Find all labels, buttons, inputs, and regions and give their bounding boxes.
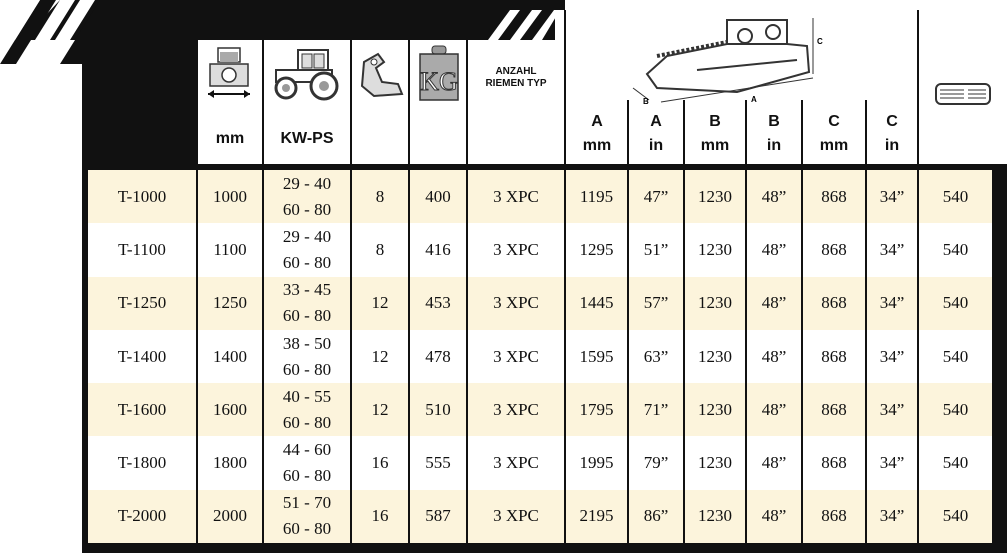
cell-ps: 60 - 80 <box>282 519 332 539</box>
cell-model: T-1800 <box>88 436 198 489</box>
header-riemen-typ: RIEMEN TYP <box>485 78 547 89</box>
hammer-blade-icon <box>354 48 406 100</box>
cell-mm: 1400 <box>198 330 264 383</box>
cell-c-in: 34” <box>867 383 919 436</box>
cell-c-mm: 868 <box>803 170 867 223</box>
weight-kg-icon <box>418 44 460 102</box>
cell-model: T-1250 <box>88 277 198 330</box>
table-row <box>88 383 1002 436</box>
cell-mm: 2000 <box>198 490 264 543</box>
cell-a-mm: 1195 <box>566 170 629 223</box>
header-separator <box>745 100 747 164</box>
header-kw-ps: KW-PS <box>280 130 334 147</box>
cell-kw-ps <box>264 277 352 330</box>
cell-model: T-2000 <box>88 490 198 543</box>
cell-mm: 1000 <box>198 170 264 223</box>
cell-kg: 400 <box>410 170 468 223</box>
cell-kw: 29 - 40 <box>282 226 332 246</box>
header-b-in: B in <box>766 113 782 154</box>
header-c-in: C in <box>884 113 900 154</box>
cell-a-mm: 1795 <box>566 383 629 436</box>
header-separator <box>801 100 803 164</box>
kg-text: KG <box>420 67 458 96</box>
cell-kw-ps <box>264 223 352 276</box>
cell-kw: 44 - 60 <box>282 440 332 460</box>
header-mm: mm <box>215 130 245 147</box>
cell-ps: 60 - 80 <box>282 466 332 486</box>
cell-kw: 29 - 40 <box>282 173 332 193</box>
cell-a-mm: 1595 <box>566 330 629 383</box>
cell-b-in: 48” <box>747 277 803 330</box>
table-row <box>88 436 1002 489</box>
diagram-label-b: B <box>643 97 649 104</box>
width-icon <box>206 46 252 98</box>
cell-a-mm: 1295 <box>566 223 629 276</box>
header-separator <box>917 10 919 164</box>
cell-b-mm: 1230 <box>685 436 747 489</box>
header-separator <box>564 10 566 164</box>
cell-model: T-1100 <box>88 223 198 276</box>
table-row <box>88 330 1002 383</box>
cell-c-mm: 868 <box>803 223 867 276</box>
cell-kw-ps <box>264 436 352 489</box>
cell-pto: 540 <box>919 490 992 543</box>
header-hammers <box>352 40 408 164</box>
cell-a-mm: 2195 <box>566 490 629 543</box>
cell-pto: 540 <box>919 436 992 489</box>
cell-c-mm: 868 <box>803 436 867 489</box>
cell-kg: 478 <box>410 330 468 383</box>
cell-b-in: 48” <box>747 330 803 383</box>
cell-kg: 510 <box>410 383 468 436</box>
cell-c-in: 34” <box>867 170 919 223</box>
cell-b-mm: 1230 <box>685 490 747 543</box>
pto-shaft-icon <box>934 82 994 106</box>
cell-hammers: 12 <box>352 277 410 330</box>
header-anzahl: ANZAHL <box>495 66 537 77</box>
cell-model: T-1400 <box>88 330 198 383</box>
header-weight <box>410 40 466 164</box>
tractor-icon <box>270 46 344 102</box>
cell-pto: 540 <box>919 383 992 436</box>
header-b-mm: B mm <box>700 113 730 154</box>
cell-b-in: 48” <box>747 436 803 489</box>
cell-belt: 3 XPC <box>468 277 566 330</box>
cell-a-mm: 1445 <box>566 277 629 330</box>
table-row <box>88 223 1002 276</box>
cell-kw-ps <box>264 170 352 223</box>
cell-ps: 60 - 80 <box>282 306 332 326</box>
cell-c-mm: 868 <box>803 490 867 543</box>
cell-c-in: 34” <box>867 223 919 276</box>
cell-mm: 1100 <box>198 223 264 276</box>
cell-belt: 3 XPC <box>468 223 566 276</box>
diagram-label-a: A <box>751 95 757 104</box>
cell-b-mm: 1230 <box>685 223 747 276</box>
cell-belt: 3 XPC <box>468 436 566 489</box>
cell-ps: 60 - 80 <box>282 199 332 219</box>
cell-belt: 3 XPC <box>468 383 566 436</box>
cell-b-in: 48” <box>747 490 803 543</box>
cell-b-mm: 1230 <box>685 383 747 436</box>
header-belts <box>468 40 564 164</box>
cell-ps: 60 - 80 <box>282 252 332 272</box>
cell-c-in: 34” <box>867 490 919 543</box>
cell-hammers: 8 <box>352 170 410 223</box>
cell-b-mm: 1230 <box>685 330 747 383</box>
cell-b-mm: 1230 <box>685 277 747 330</box>
spec-table <box>88 170 1002 543</box>
table-row <box>88 277 1002 330</box>
header-separator <box>627 100 629 164</box>
cell-ps: 60 - 80 <box>282 412 332 432</box>
cell-b-in: 48” <box>747 170 803 223</box>
header-separator <box>262 40 264 164</box>
cell-hammers: 16 <box>352 490 410 543</box>
header-separator <box>196 40 198 164</box>
header-width <box>198 40 262 164</box>
header-separator <box>865 100 867 164</box>
cell-pto: 540 <box>919 170 992 223</box>
cell-b-in: 48” <box>747 383 803 436</box>
cell-a-in: 57” <box>629 277 685 330</box>
table-row <box>88 490 1002 543</box>
cell-kg: 416 <box>410 223 468 276</box>
cell-pto: 540 <box>919 223 992 276</box>
cell-pto: 540 <box>919 277 992 330</box>
cell-model: T-1600 <box>88 383 198 436</box>
header-kwps <box>264 40 350 164</box>
cell-a-in: 79” <box>629 436 685 489</box>
table-row <box>88 170 1002 223</box>
cell-a-in: 47” <box>629 170 685 223</box>
cell-hammers: 8 <box>352 223 410 276</box>
cell-a-in: 51” <box>629 223 685 276</box>
cell-c-in: 34” <box>867 436 919 489</box>
cell-b-in: 48” <box>747 223 803 276</box>
cell-b-mm: 1230 <box>685 170 747 223</box>
cell-mm: 1600 <box>198 383 264 436</box>
cell-hammers: 16 <box>352 436 410 489</box>
header-separator <box>466 40 468 164</box>
cell-kg: 555 <box>410 436 468 489</box>
cell-kw: 38 - 50 <box>282 333 332 353</box>
cell-kg: 453 <box>410 277 468 330</box>
header-a-mm: A mm <box>582 113 612 154</box>
cell-kg: 587 <box>410 490 468 543</box>
header-separator <box>350 40 352 164</box>
cell-a-in: 71” <box>629 383 685 436</box>
cell-kw: 51 - 70 <box>282 493 332 513</box>
cell-hammers: 12 <box>352 383 410 436</box>
cell-kw-ps <box>264 330 352 383</box>
cell-c-in: 34” <box>867 277 919 330</box>
cell-c-in: 34” <box>867 330 919 383</box>
cell-mm: 1250 <box>198 277 264 330</box>
cell-belt: 3 XPC <box>468 170 566 223</box>
cell-a-in: 63” <box>629 330 685 383</box>
cell-pto: 540 <box>919 330 992 383</box>
mulcher-diagram-icon <box>627 12 827 104</box>
cell-ps: 60 - 80 <box>282 359 332 379</box>
cell-belt: 3 XPC <box>468 330 566 383</box>
cell-a-in: 86” <box>629 490 685 543</box>
cell-c-mm: 868 <box>803 277 867 330</box>
cell-c-mm: 868 <box>803 330 867 383</box>
header-separator <box>683 100 685 164</box>
cell-kw-ps <box>264 383 352 436</box>
cell-kw: 33 - 45 <box>282 280 332 300</box>
diagram-label-c: C <box>817 37 823 46</box>
header-c-mm: C mm <box>819 113 849 154</box>
cell-kw: 40 - 55 <box>282 386 332 406</box>
cell-c-mm: 868 <box>803 383 867 436</box>
header-separator <box>408 40 410 164</box>
modell-header-cell <box>82 40 196 164</box>
cell-model: T-1000 <box>88 170 198 223</box>
cell-belt: 3 XPC <box>468 490 566 543</box>
cell-hammers: 12 <box>352 330 410 383</box>
header-a-in: A in <box>648 113 664 154</box>
cell-kw-ps <box>264 490 352 543</box>
cell-mm: 1800 <box>198 436 264 489</box>
cell-a-mm: 1995 <box>566 436 629 489</box>
